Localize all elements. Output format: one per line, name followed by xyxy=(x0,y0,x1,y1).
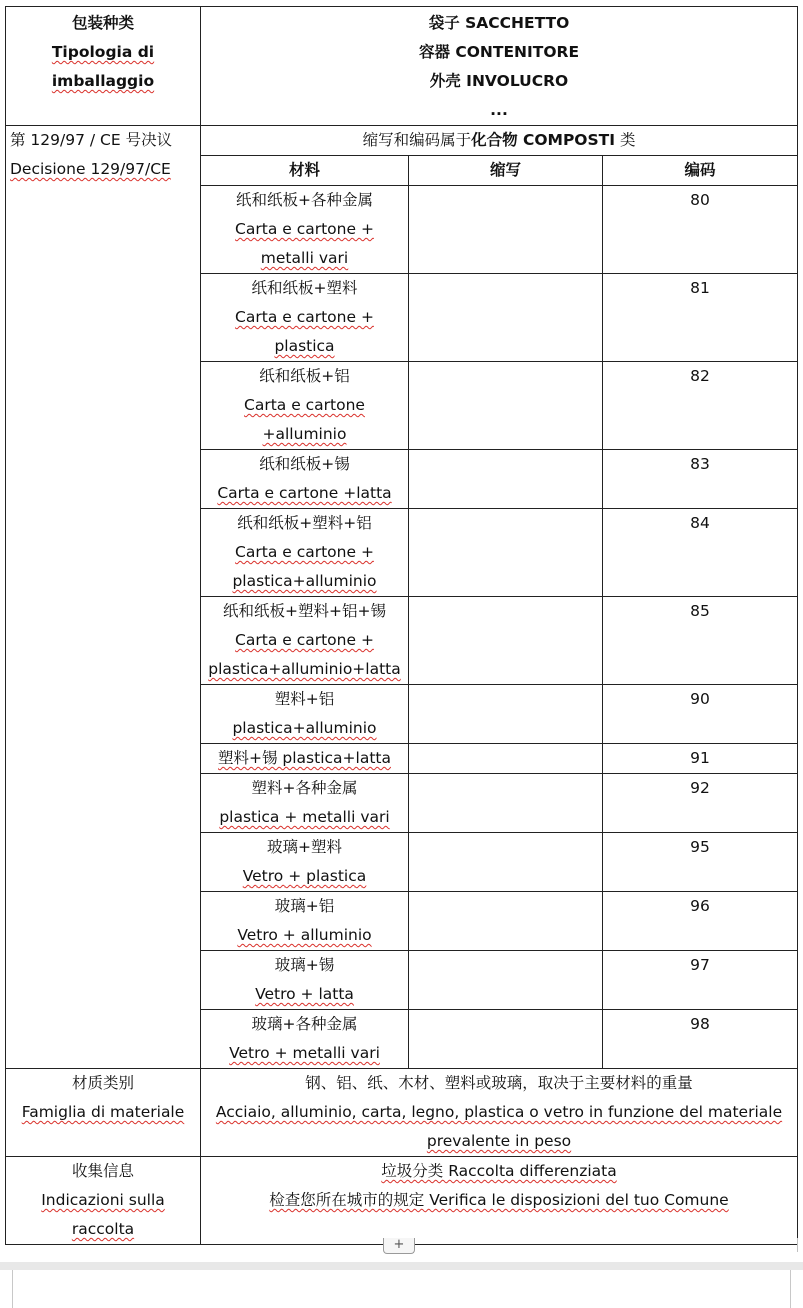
material-family-label-zh: 材质类别 xyxy=(71,1074,134,1092)
decision-caption-row xyxy=(6,126,798,156)
abbr-cell xyxy=(409,450,603,509)
column-header-abbr: 缩写 xyxy=(409,156,603,186)
material-it: Vetro + plastica xyxy=(242,867,367,885)
abbr-cell xyxy=(409,774,603,833)
material-cell xyxy=(201,744,409,774)
material-cell xyxy=(201,892,409,951)
collection-label-it-1: Indicazioni sulla xyxy=(41,1191,165,1209)
page-margin-right xyxy=(790,1270,791,1308)
code-cell: 98 xyxy=(603,1010,798,1069)
packaging-type-contenitore: 容器 CONTENITORE xyxy=(418,43,580,61)
abbr-cell xyxy=(409,274,603,362)
material-family-text-cell xyxy=(201,1069,798,1157)
packaging-label-zh: 包装种类 xyxy=(71,14,134,32)
code-cell: 80 xyxy=(603,186,798,274)
material-zh: 纸和纸板+塑料 xyxy=(251,279,358,297)
column-header-code: 编码 xyxy=(603,156,798,186)
collection-line-1: 垃圾分类 Raccolta differenziata xyxy=(381,1162,617,1180)
material-it: plastica+alluminio xyxy=(232,572,377,590)
material-cell xyxy=(201,774,409,833)
material-it: Carta e cartone +latta xyxy=(217,484,392,502)
material-cell xyxy=(201,1010,409,1069)
packaging-types-cell xyxy=(201,7,798,126)
abbr-cell xyxy=(409,892,603,951)
code-cell: 84 xyxy=(603,509,798,597)
material-it: +alluminio xyxy=(262,425,347,443)
abbr-cell xyxy=(409,833,603,892)
abbr-cell xyxy=(409,597,603,685)
collection-text-cell xyxy=(201,1157,798,1245)
code-cell: 96 xyxy=(603,892,798,951)
material-it: Carta e cartone + xyxy=(235,631,374,649)
decision-label-cell xyxy=(6,126,201,1069)
abbr-cell xyxy=(409,509,603,597)
decision-label-it: Decisione 129/97/CE xyxy=(10,160,171,178)
material-zh: 纸和纸板+铝 xyxy=(259,367,350,385)
material-it: plastica xyxy=(274,337,335,355)
material-cell xyxy=(201,509,409,597)
material-it: plastica+alluminio+latta xyxy=(208,660,401,678)
material-cell xyxy=(201,951,409,1010)
material-zh: 纸和纸板+塑料+铝 xyxy=(237,514,372,532)
collection-label-cell xyxy=(6,1157,201,1245)
material-it: Vetro + alluminio xyxy=(237,926,372,944)
packaging-type-ellipsis: ... xyxy=(490,101,508,119)
packaging-type-involucro: 外壳 INVOLUCRO xyxy=(429,72,569,90)
code-cell: 82 xyxy=(603,362,798,450)
packaging-label-cell xyxy=(6,7,201,126)
material-zh: 玻璃+锡 xyxy=(274,956,335,974)
add-row-button[interactable]: + xyxy=(383,1238,415,1254)
material-it: Carta e cartone + xyxy=(235,308,374,326)
abbr-cell xyxy=(409,1010,603,1069)
decision-label-zh: 第 129/97 / CE 号决议 xyxy=(10,131,173,149)
material-zh: 玻璃+铝 xyxy=(274,897,335,915)
material-zh: 纸和纸板+锡 xyxy=(259,455,350,473)
decision-caption-cell xyxy=(201,126,798,156)
material-it: Carta e cartone + xyxy=(235,220,374,238)
code-cell: 97 xyxy=(603,951,798,1010)
material-zh: 纸和纸板+各种金属 xyxy=(236,191,373,209)
caption-suffix: 类 xyxy=(619,131,636,149)
page-separator xyxy=(0,1262,803,1270)
material-family-row xyxy=(6,1069,798,1157)
code-cell: 91 xyxy=(603,744,798,774)
packaging-type-sacchetto: 袋子 SACCHETTO xyxy=(428,14,570,32)
material-cell xyxy=(201,274,409,362)
material-zh: 塑料+各种金属 xyxy=(251,779,358,797)
recycling-label-table xyxy=(5,6,798,1245)
material-it: Carta e cartone + xyxy=(235,543,374,561)
abbr-cell xyxy=(409,186,603,274)
caption-prefix: 缩写和编码属于 xyxy=(362,131,472,149)
margin-marker xyxy=(797,1238,803,1252)
material-cell xyxy=(201,362,409,450)
material-it: Vetro + latta xyxy=(255,985,354,1003)
code-cell: 92 xyxy=(603,774,798,833)
code-cell: 90 xyxy=(603,685,798,744)
abbr-cell xyxy=(409,951,603,1010)
packaging-row xyxy=(6,7,798,126)
code-cell: 85 xyxy=(603,597,798,685)
collection-line-2: 检查您所在城市的规定 Verifica le disposizioni del tuo Comune xyxy=(269,1191,729,1209)
material-it: Vetro + metalli vari xyxy=(229,1044,380,1062)
code-cell: 83 xyxy=(603,450,798,509)
material-family-label-cell xyxy=(6,1069,201,1157)
collection-row xyxy=(6,1157,798,1245)
abbr-cell xyxy=(409,362,603,450)
material-it: plastica + metalli vari xyxy=(219,808,390,826)
code-cell: 95 xyxy=(603,833,798,892)
material-zh: 玻璃+各种金属 xyxy=(251,1015,358,1033)
material-it: metalli vari xyxy=(260,249,349,267)
material-zh: 塑料+铝 xyxy=(274,690,335,708)
material-cell xyxy=(201,685,409,744)
material-zh: 玻璃+塑料 xyxy=(267,838,342,856)
material-family-text-zh: 钢、铝、纸、木材、塑料或玻璃，取决于主要材料的重量 xyxy=(305,1074,693,1092)
material-zh: 纸和纸板+塑料+铝+锡 xyxy=(223,602,386,620)
abbr-cell xyxy=(409,685,603,744)
packaging-label-it-1: Tipologia di xyxy=(51,43,155,61)
material-it: Carta e cartone xyxy=(244,396,365,414)
material-family-text-it: Acciaio, alluminio, carta, legno, plastica o vetro in funzione del materiale xyxy=(215,1103,783,1121)
page-margin-left xyxy=(12,1270,13,1308)
column-header-material: 材料 xyxy=(201,156,409,186)
code-cell: 81 xyxy=(603,274,798,362)
packaging-label-it-2: imballaggio xyxy=(51,72,155,90)
abbr-cell xyxy=(409,744,603,774)
caption-bold: 化合物 COMPOSTI xyxy=(471,131,615,149)
material-family-text-it-2: prevalente in peso xyxy=(426,1132,572,1150)
material-cell xyxy=(201,597,409,685)
material-cell xyxy=(201,450,409,509)
collection-label-it-2: raccolta xyxy=(71,1220,135,1238)
material-zh: 塑料+锡 plastica+latta xyxy=(218,749,391,767)
material-family-label-it: Famiglia di materiale xyxy=(21,1103,185,1121)
material-it: plastica+alluminio xyxy=(232,719,377,737)
collection-label-zh: 收集信息 xyxy=(71,1162,134,1180)
material-cell xyxy=(201,833,409,892)
material-cell xyxy=(201,186,409,274)
